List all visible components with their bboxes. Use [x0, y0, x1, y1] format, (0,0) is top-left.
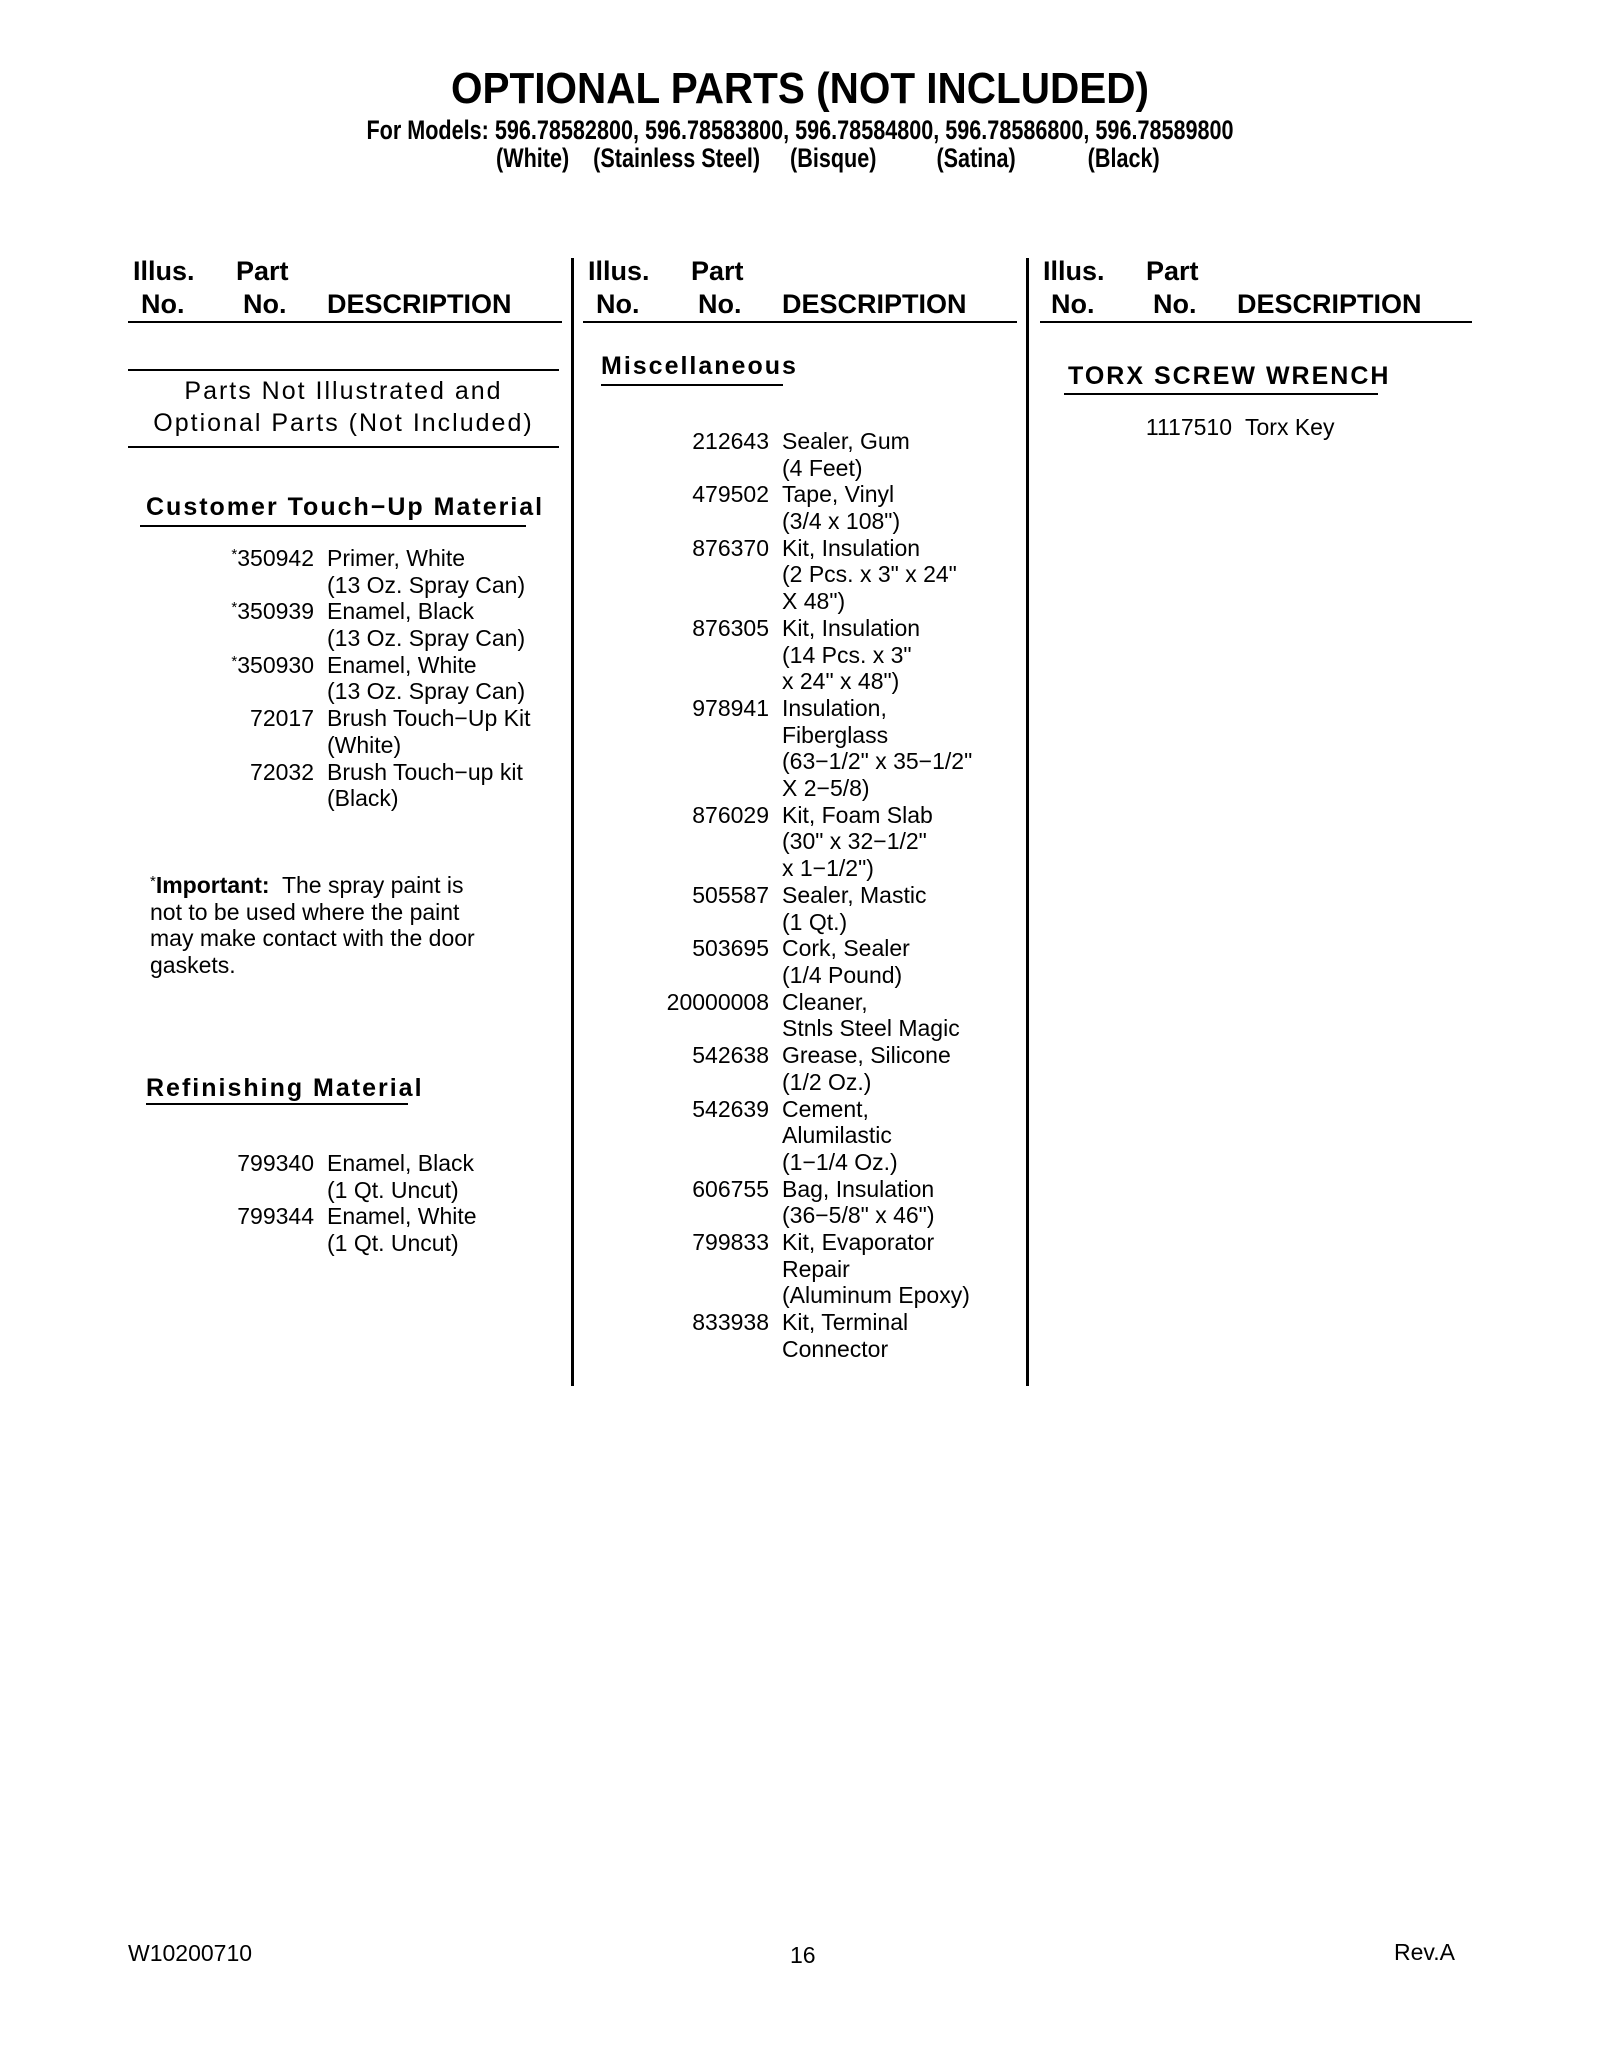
- part-number: [692, 1309, 769, 1336]
- doc-number: W10200710: [128, 1940, 253, 1966]
- description-line: Enamel, White: [327, 1203, 477, 1230]
- description-line: Enamel, Black: [327, 598, 475, 625]
- important-text-4: gaskets.: [150, 952, 236, 979]
- part-number-text: 503695: [692, 935, 769, 962]
- section-subtitle: [128, 375, 559, 439]
- part-number-text: 1117510: [1145, 414, 1232, 440]
- description-line: (2 Pcs. x 3" x 24": [782, 561, 957, 588]
- part-description: [782, 615, 920, 695]
- description-line: Fiberglass: [782, 721, 889, 748]
- description-line: Bag, Insulation: [782, 1175, 935, 1202]
- description-line: Enamel, Black: [327, 1150, 475, 1176]
- part-number-text: 350930: [237, 651, 314, 678]
- part-label: Part: [691, 256, 744, 286]
- part-number: [692, 695, 769, 722]
- description-line: Connector: [782, 1335, 889, 1362]
- part-description: [782, 1229, 970, 1309]
- part-description: [782, 989, 960, 1042]
- part-number-text: 799340: [237, 1150, 314, 1176]
- part-description: [327, 652, 525, 705]
- description-line: Kit, Evaporator: [782, 1229, 935, 1255]
- page-title: OPTIONAL PARTS (NOT INCLUDED): [451, 64, 1149, 113]
- part-number: [692, 428, 769, 455]
- part-number-text: 833938: [692, 1309, 769, 1336]
- asterisk-marker: *: [231, 546, 238, 563]
- subtitle-line-2: Optional Parts (Not Included): [153, 409, 534, 437]
- misc-section-title: Miscellaneous: [601, 352, 798, 380]
- revision: Rev.A: [1394, 1939, 1455, 1965]
- description-line: Enamel, White: [327, 651, 477, 678]
- description-label: DESCRIPTION: [327, 289, 512, 319]
- description-line: Primer, White: [327, 545, 466, 571]
- description-line: Brush Touch−Up Kit: [327, 705, 531, 732]
- important-asterisk: *: [150, 873, 156, 890]
- part-number-text: 978941: [692, 695, 769, 721]
- description-line: (36−5/8" x 46"): [782, 1202, 935, 1229]
- description-line: Insulation,: [782, 695, 887, 721]
- description-line: Kit, Insulation: [782, 534, 921, 561]
- description-line: (Aluminum Epoxy): [782, 1282, 970, 1309]
- part-number-text: 212643: [692, 428, 769, 454]
- part-number-text: 479502: [692, 481, 769, 508]
- part-number-text: 606755: [692, 1175, 769, 1202]
- description-line: Cork, Sealer: [782, 935, 910, 962]
- part-number-text: 72032: [250, 758, 314, 785]
- part-number-text: 542639: [692, 1095, 769, 1122]
- part-description: [782, 1096, 898, 1176]
- part-number-text: 876305: [692, 614, 769, 641]
- description-line: X 2−5/8): [782, 775, 870, 802]
- part-number: [692, 935, 769, 962]
- part-description: [782, 1042, 951, 1095]
- part-description: [782, 535, 957, 615]
- description-line: Repair: [782, 1255, 850, 1282]
- part-number: [692, 802, 769, 829]
- touchup-title-underline: [140, 525, 526, 527]
- part-number: [1146, 414, 1232, 441]
- description-line: (1/4 Pound): [782, 961, 903, 988]
- part-description: [327, 598, 525, 651]
- subtitle-rule-bottom: [128, 446, 559, 448]
- part-number-text: 505587: [692, 881, 769, 908]
- illus-label: Illus.: [133, 256, 195, 286]
- part-number-text: 20000008: [666, 988, 769, 1015]
- part-number: [692, 481, 769, 508]
- part-description: [782, 882, 926, 935]
- description-line: Stnls Steel Magic: [782, 1015, 960, 1042]
- part-number-text: 350939: [237, 598, 314, 625]
- description-line: (1−1/4 Oz.): [782, 1148, 898, 1175]
- refinishing-section-title: Refinishing Material: [146, 1074, 424, 1102]
- description-line: (13 Oz. Spray Can): [327, 625, 526, 652]
- part-number: [692, 1229, 769, 1256]
- part-number: [237, 1150, 314, 1177]
- illus-no-label: No.: [141, 289, 185, 319]
- description-line: (1 Qt. Uncut): [327, 1230, 459, 1257]
- important-text-1: The spray paint is: [281, 872, 464, 898]
- part-number-text: 876370: [692, 534, 769, 561]
- subtitle-line-1: Parts Not Illustrated and: [184, 377, 503, 405]
- important-text-2: not to be used where the paint: [150, 898, 460, 925]
- torx-title-underline: [1064, 393, 1378, 395]
- part-number: [231, 652, 314, 679]
- models-line: For Models: 596.78582800, 596.78583800, 596.78584800, 596.78586800, 596.78589800: [366, 115, 1234, 145]
- part-description: [782, 802, 933, 882]
- asterisk-marker: *: [231, 652, 238, 670]
- description-line: x 24" x 48"): [782, 668, 900, 695]
- illus-label: Illus.: [1043, 256, 1105, 286]
- part-number: [692, 615, 769, 642]
- part-number-text: 799833: [692, 1229, 769, 1255]
- description-line: Kit, Foam Slab: [782, 801, 933, 828]
- description-line: Sealer, Gum: [782, 428, 910, 454]
- description-line: (1/2 Oz.): [782, 1068, 872, 1095]
- part-description: [327, 1203, 477, 1256]
- part-number-text: 876029: [692, 801, 769, 828]
- illus-label: Illus.: [588, 256, 650, 286]
- part-number-text: 799344: [237, 1203, 314, 1230]
- column-divider-2: [1026, 258, 1029, 1386]
- refinishing-title-underline: [146, 1103, 408, 1105]
- column-divider-1: [571, 258, 574, 1386]
- part-label: Part: [236, 256, 289, 286]
- part-number-text: 542638: [692, 1042, 769, 1069]
- description-line: Alumilastic: [782, 1122, 892, 1149]
- part-number: [692, 882, 769, 909]
- torx-section-title: TORX SCREW WRENCH: [1068, 362, 1391, 390]
- important-label: Important:: [155, 872, 270, 898]
- illus-no-label: No.: [596, 289, 640, 319]
- part-description: [782, 935, 910, 988]
- subtitle-rule-top: [128, 369, 559, 371]
- part-description: [782, 695, 972, 802]
- description-label: DESCRIPTION: [1237, 289, 1422, 319]
- header-rule-3: [1040, 321, 1472, 323]
- part-number: [250, 759, 314, 786]
- part-number-text: 350942: [237, 545, 314, 571]
- part-description: [327, 1150, 474, 1203]
- part-no-label: No.: [243, 289, 287, 319]
- part-number: [692, 1042, 769, 1069]
- description-line: (13 Oz. Spray Can): [327, 571, 526, 598]
- part-label: Part: [1146, 256, 1199, 286]
- illus-no-label: No.: [1051, 289, 1095, 319]
- part-number: [231, 545, 314, 572]
- important-note: [150, 872, 475, 979]
- part-no-label: No.: [698, 289, 742, 319]
- part-description: [782, 1176, 935, 1229]
- page-number: 16: [790, 1942, 816, 1968]
- description-line: X 48"): [782, 588, 846, 615]
- description-line: x 1−1/2"): [782, 855, 874, 882]
- description-line: (3/4 x 108"): [782, 508, 901, 535]
- description-line: (30" x 32−1/2": [782, 828, 927, 855]
- part-number: [250, 705, 314, 732]
- description-line: Torx Key: [1245, 414, 1335, 440]
- description-line: (Black): [327, 785, 399, 812]
- description-line: (63−1/2" x 35−1/2": [782, 748, 973, 775]
- description-line: (1 Qt. Uncut): [327, 1176, 459, 1203]
- part-number: [231, 598, 314, 625]
- description-line: Sealer, Mastic: [782, 881, 927, 908]
- header-rule-1: [128, 321, 562, 323]
- description-line: Cleaner,: [782, 988, 868, 1015]
- part-number: [667, 989, 769, 1016]
- misc-title-underline: [601, 384, 783, 386]
- part-description: [1245, 414, 1334, 441]
- part-no-label: No.: [1153, 289, 1197, 319]
- description-line: Cement,: [782, 1095, 869, 1122]
- description-line: (14 Pcs. x 3": [782, 641, 912, 668]
- description-line: (White): [327, 731, 402, 758]
- part-number: [692, 1176, 769, 1203]
- part-description: [327, 705, 531, 758]
- part-number-text: 72017: [250, 705, 314, 732]
- description-label: DESCRIPTION: [782, 289, 967, 319]
- part-number: [692, 535, 769, 562]
- colors-line: (White) (Stainless Steel) (Bisque) (Satina) (Black): [496, 143, 1160, 173]
- header-rule-2: [583, 321, 1017, 323]
- touchup-section-title: Customer Touch−Up Material: [146, 493, 545, 521]
- asterisk-marker: *: [231, 599, 238, 617]
- part-description: [327, 545, 525, 598]
- part-number: [692, 1096, 769, 1123]
- part-description: [782, 1309, 908, 1362]
- important-text-3: may make contact with the door: [150, 925, 475, 952]
- description-line: Kit, Insulation: [782, 614, 921, 641]
- description-line: (1 Qt.): [782, 908, 848, 935]
- part-description: [782, 428, 910, 481]
- description-line: (4 Feet): [782, 454, 863, 481]
- description-line: Grease, Silicone: [782, 1042, 951, 1069]
- part-description: [327, 759, 523, 812]
- description-line: Kit, Terminal: [782, 1309, 909, 1336]
- part-description: [782, 481, 900, 534]
- part-number: [237, 1203, 314, 1230]
- description-line: Tape, Vinyl: [782, 481, 895, 508]
- description-line: Brush Touch−up kit: [327, 758, 523, 785]
- description-line: (13 Oz. Spray Can): [327, 678, 526, 705]
